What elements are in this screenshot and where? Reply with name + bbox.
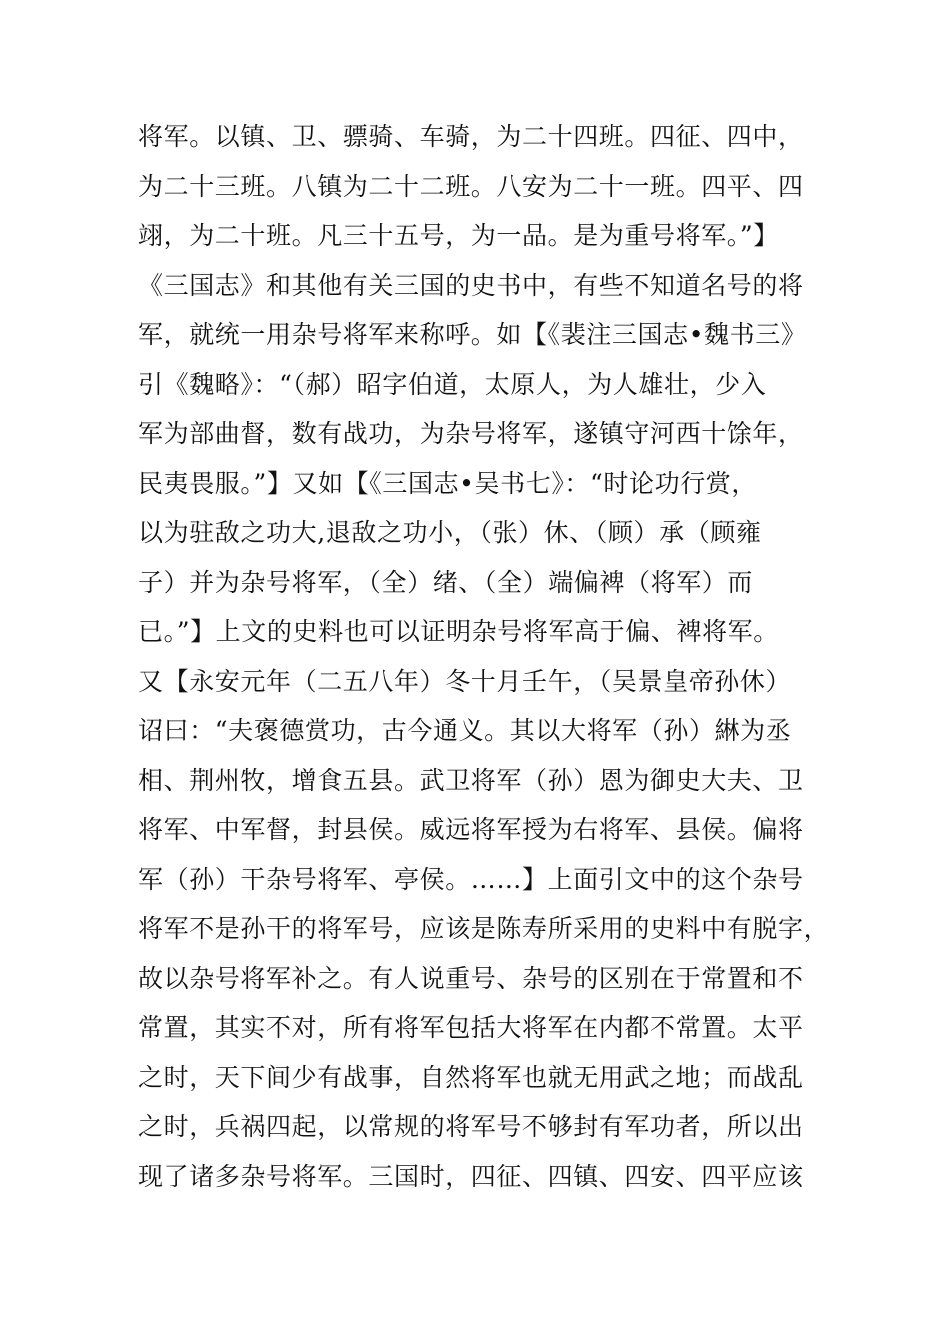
text-line: 以为驻敌之功大,退敌之功小，（张）休、（顾）承（顾雍 xyxy=(138,518,762,547)
text-line: 已。”】上文的史料也可以证明杂号将军高于偏、裨将军。 xyxy=(138,617,779,646)
text-line: 之时，兵祸四起，以常规的将军号不够封有军功者，所以出 xyxy=(138,1112,804,1141)
text-line: 将军、中军督，封县侯。威远将军授为右将军、县侯。偏将 xyxy=(138,815,804,844)
text-line: 常置，其实不对，所有将军包括大将军在内都不常置。太平 xyxy=(138,1013,804,1042)
text-line: 军为部曲督，数有战功，为杂号将军，遂镇守河西十馀年， xyxy=(138,419,804,448)
text-line: 引《魏略》：“（郝）昭字伯道，太原人，为人雄壮，少入 xyxy=(138,369,767,399)
text-line: 又【永安元年（二五八年）冬十月壬午，（吴景皇帝孙休） xyxy=(138,666,792,696)
text-line: 现了诸多杂号将军。三国时，四征、四镇、四安、四平应该 xyxy=(138,1161,804,1191)
text-line: 诏曰：“夫褒德赏功，古今通义。其以大将军（孙）綝为丞 xyxy=(138,716,792,745)
body-text xyxy=(138,112,828,1201)
text-line: 民夷畏服。”】又如【《三国志•吴书七》：“时论功行赏， xyxy=(138,468,758,498)
text-line: 子）并为杂号将军，（全）绪、（全）端偏裨（将军）而 xyxy=(138,567,754,597)
text-line: 翊，为二十班。凡三十五号，为一品。是为重号将军。”】 xyxy=(138,221,779,250)
text-line: 故以杂号将军补之。有人说重号、杂号的区别在于常置和不 xyxy=(138,963,804,993)
text-line: 之时，天下间少有战事，自然将军也就无用武之地；而战乱 xyxy=(138,1062,804,1092)
text-line: 将军不是孙干的将军号，应该是陈寿所采用的史料中有脱字， xyxy=(138,914,830,943)
text-line: 为二十三班。八镇为二十二班。八安为二十一班。四平、四 xyxy=(138,171,804,201)
text-line: 军，就统一用杂号将军来称呼。如【《裴注三国志•魏书三》 xyxy=(138,320,807,349)
text-line: 相、荆州牧，增食五县。武卫将军（孙）恩为御史大夫、卫 xyxy=(138,765,804,795)
text-line: 军（孙）干杂号将军、亭侯。……】上面引文中的这个杂号 xyxy=(138,864,804,894)
text-line: 将军。以镇、卫、骠骑、车骑，为二十四班。四征、四中， xyxy=(138,122,804,151)
text-line: 《三国志》和其他有关三国的史书中，有些不知道名号的将 xyxy=(138,270,804,300)
